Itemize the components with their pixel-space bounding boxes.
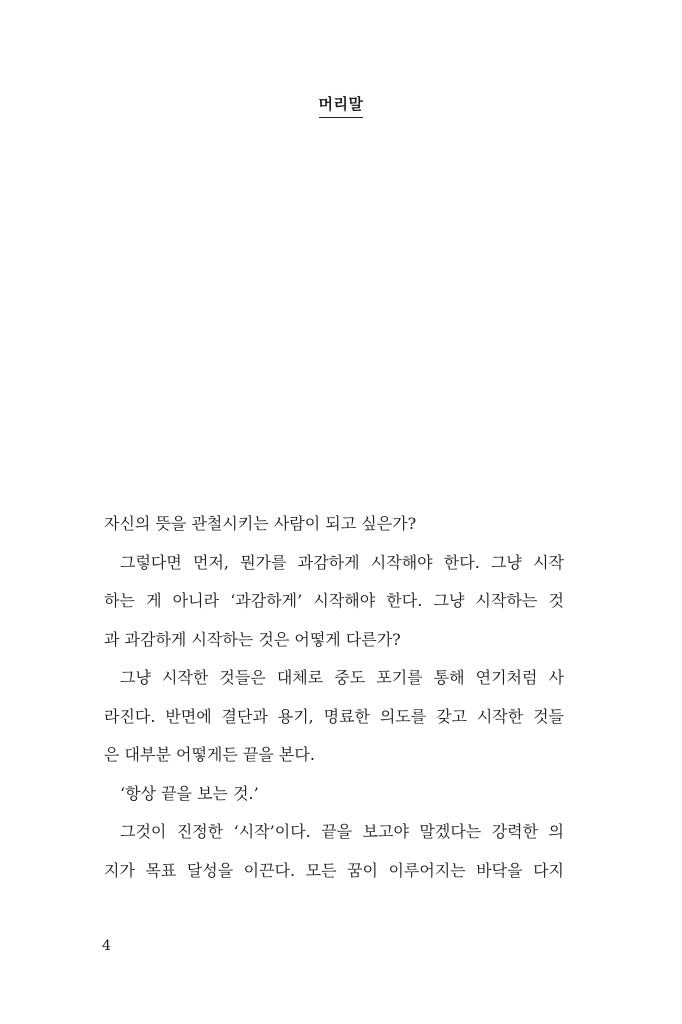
text-line: 라진다. 반면에 결단과 용기, 명료한 의도를 갖고 시작한 것들: [104, 706, 564, 726]
text-line: 하는 게 아니라 ‘과감하게’ 시작해야 한다. 그냥 시작하는 것: [104, 591, 564, 610]
text-line: 과 과감하게 시작하는 것은 어떻게 다른가?: [104, 629, 401, 649]
page-heading: 머리말: [319, 93, 364, 118]
text-line: ‘항상 끝을 보는 것.’: [120, 783, 259, 803]
text-line: 그것이 진정한 ‘시작’이다. 끝을 보고야 말겠다는 강력한 의: [120, 822, 564, 841]
text-line: 그렇다면 먼저, 뭔가를 과감하게 시작해야 한다. 그냥 시작: [120, 552, 564, 572]
heading-container: [0, 93, 682, 118]
text-line: 그냥 시작한 것들은 대체로 중도 포기를 통해 연기처럼 사: [120, 668, 564, 687]
text-line: 지가 목표 달성을 이끈다. 모든 꿈이 이루어지는 바닥을 다지: [104, 860, 564, 880]
text-line: 은 대부분 어떻게든 끝을 본다.: [104, 745, 315, 764]
body-text: [104, 505, 564, 890]
page-number: 4: [102, 938, 111, 954]
text-line: 자신의 뜻을 관철시키는 사람이 되고 싶은가?: [104, 514, 417, 533]
